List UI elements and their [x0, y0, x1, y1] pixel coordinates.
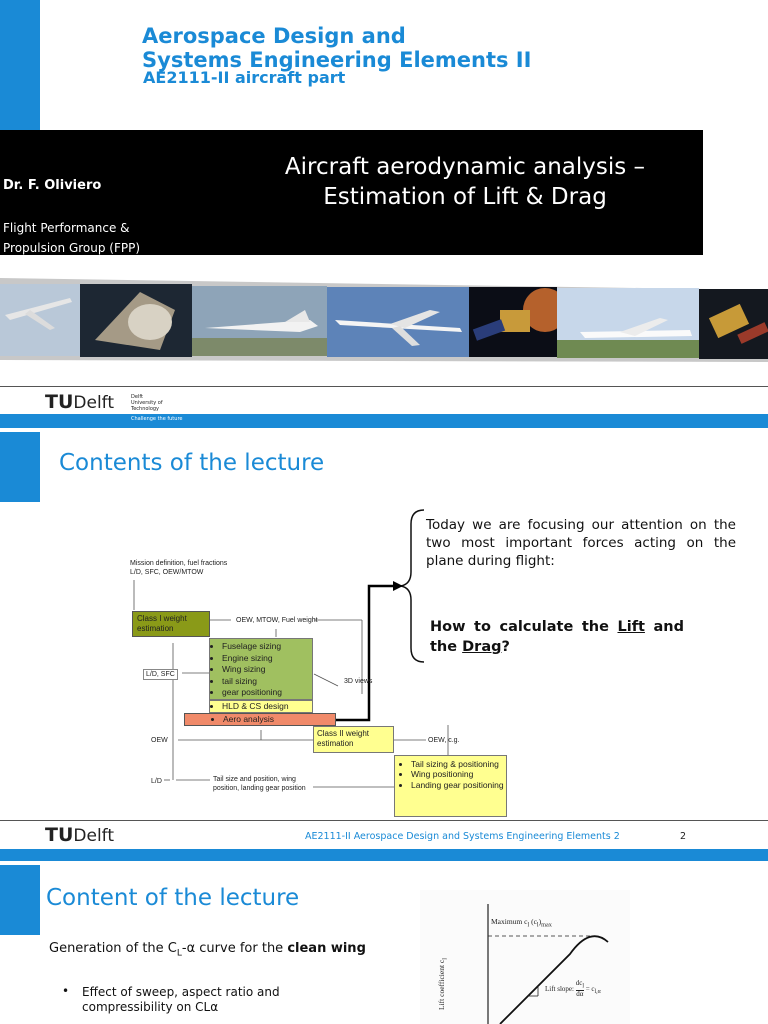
tudelft-stripe — [0, 849, 768, 861]
course-title: Aerospace Design and Systems Engineering Elements II — [142, 24, 532, 72]
page-number: 2 — [680, 831, 687, 842]
diagram-connectors — [0, 432, 768, 848]
course-subtitle: AE2111-II aircraft part — [143, 68, 346, 87]
author-name: Dr. F. Oliviero — [3, 178, 102, 193]
max-cl-label: Maximum $c_l$ $(c_l)_{max}$ — [491, 917, 552, 929]
mission-label: Mission definition, fuel fractions L/D, SFC, OEW/MTOW — [130, 560, 228, 576]
group-name: Flight Performance & Propulsion Group (FPP) — [3, 221, 141, 255]
sizing-box — [209, 638, 313, 700]
tudelft-stripe — [0, 414, 768, 428]
tudelft-logo: TUDelft — [45, 391, 115, 413]
tail-item: • Tail sizing & positioning — [411, 759, 506, 769]
tudelft-small-text: Delft University of Technology — [131, 394, 163, 412]
sizing-item: • gear positioning — [222, 687, 312, 699]
tail-label: Tail size and position, wing position, landing gear position — [213, 776, 306, 792]
title-band — [0, 130, 703, 255]
oew-mtow-label: OEW, MTOW, Fuel weight — [236, 617, 318, 624]
class1-box: Class I weight estimation — [132, 611, 210, 637]
slide-top-rule — [0, 386, 768, 387]
views3d-label: 3D views — [344, 678, 373, 685]
tail-item: • Landing gear positioning — [411, 780, 506, 790]
slide-title: Content of the lecture — [46, 885, 300, 911]
orbiter-photo — [699, 289, 768, 359]
slide-title: Contents of the lecture — [59, 450, 325, 476]
slide-top-rule — [0, 820, 768, 821]
intro-text: Today we are focusing our attention on the two most important forces acting on the plane during flight: — [426, 517, 736, 569]
ld-label: L/D — [151, 778, 162, 785]
contents-slide — [0, 432, 768, 848]
oew-cg-label: OEW, c.g. — [428, 737, 460, 744]
oew-label: OEW — [151, 737, 168, 744]
hld-box: • HLD & CS design — [209, 700, 313, 713]
airliner-photo — [327, 287, 469, 357]
slide-accent-bar — [0, 865, 40, 935]
bullet-item: • Effect of sweep, aspect ratio and compressibility on CLα — [62, 984, 280, 1014]
footer-text: AE2111-II Aerospace Design and Systems Engineering Elements 2 — [305, 831, 620, 842]
content-slide — [0, 865, 768, 1024]
sizing-list — [210, 641, 312, 699]
shuttle-photo — [192, 286, 327, 356]
satellite-photo — [469, 287, 567, 357]
a380-photo — [557, 288, 699, 358]
ld-sfc-label: L/D, SFC — [143, 669, 178, 680]
sizing-item: • Engine sizing — [222, 653, 312, 665]
tail-item: • Wing positioning — [411, 769, 506, 780]
sizing-item: • Fuselage sizing — [222, 641, 312, 653]
bullet-dot: • — [62, 984, 70, 998]
slope-label: Lift slope: $dc_l$ dα = $c_{l,\alpha}$ — [545, 979, 601, 999]
generation-text: Generation of the $C_L-\alpha$ curve for the clean wing — [49, 941, 366, 959]
tagline: Challenge the future — [131, 416, 183, 422]
sizing-item: • Wing sizing — [222, 664, 312, 676]
lecture-title: Aircraft aerodynamic analysis – Estimation of Lift & Drag — [284, 154, 646, 210]
drone-photo — [0, 284, 80, 356]
lift-curve-plot — [420, 890, 630, 1024]
question-text: How to calculate the Lift and the Drag? — [430, 619, 684, 655]
plot-ylabel: Lift coefficient $c_l$ — [437, 957, 449, 1010]
slide-accent-bar — [0, 0, 40, 130]
tail-box — [394, 755, 507, 817]
aero-box: • Aero analysis — [184, 713, 336, 726]
tudelft-logo: TUDelft — [45, 824, 115, 846]
sizing-item: • tail sizing — [222, 676, 312, 688]
photo-strip — [0, 270, 768, 375]
class2-box: Class II weight estimation — [313, 726, 394, 753]
capsule-photo — [80, 284, 192, 357]
title-slide — [0, 0, 768, 413]
